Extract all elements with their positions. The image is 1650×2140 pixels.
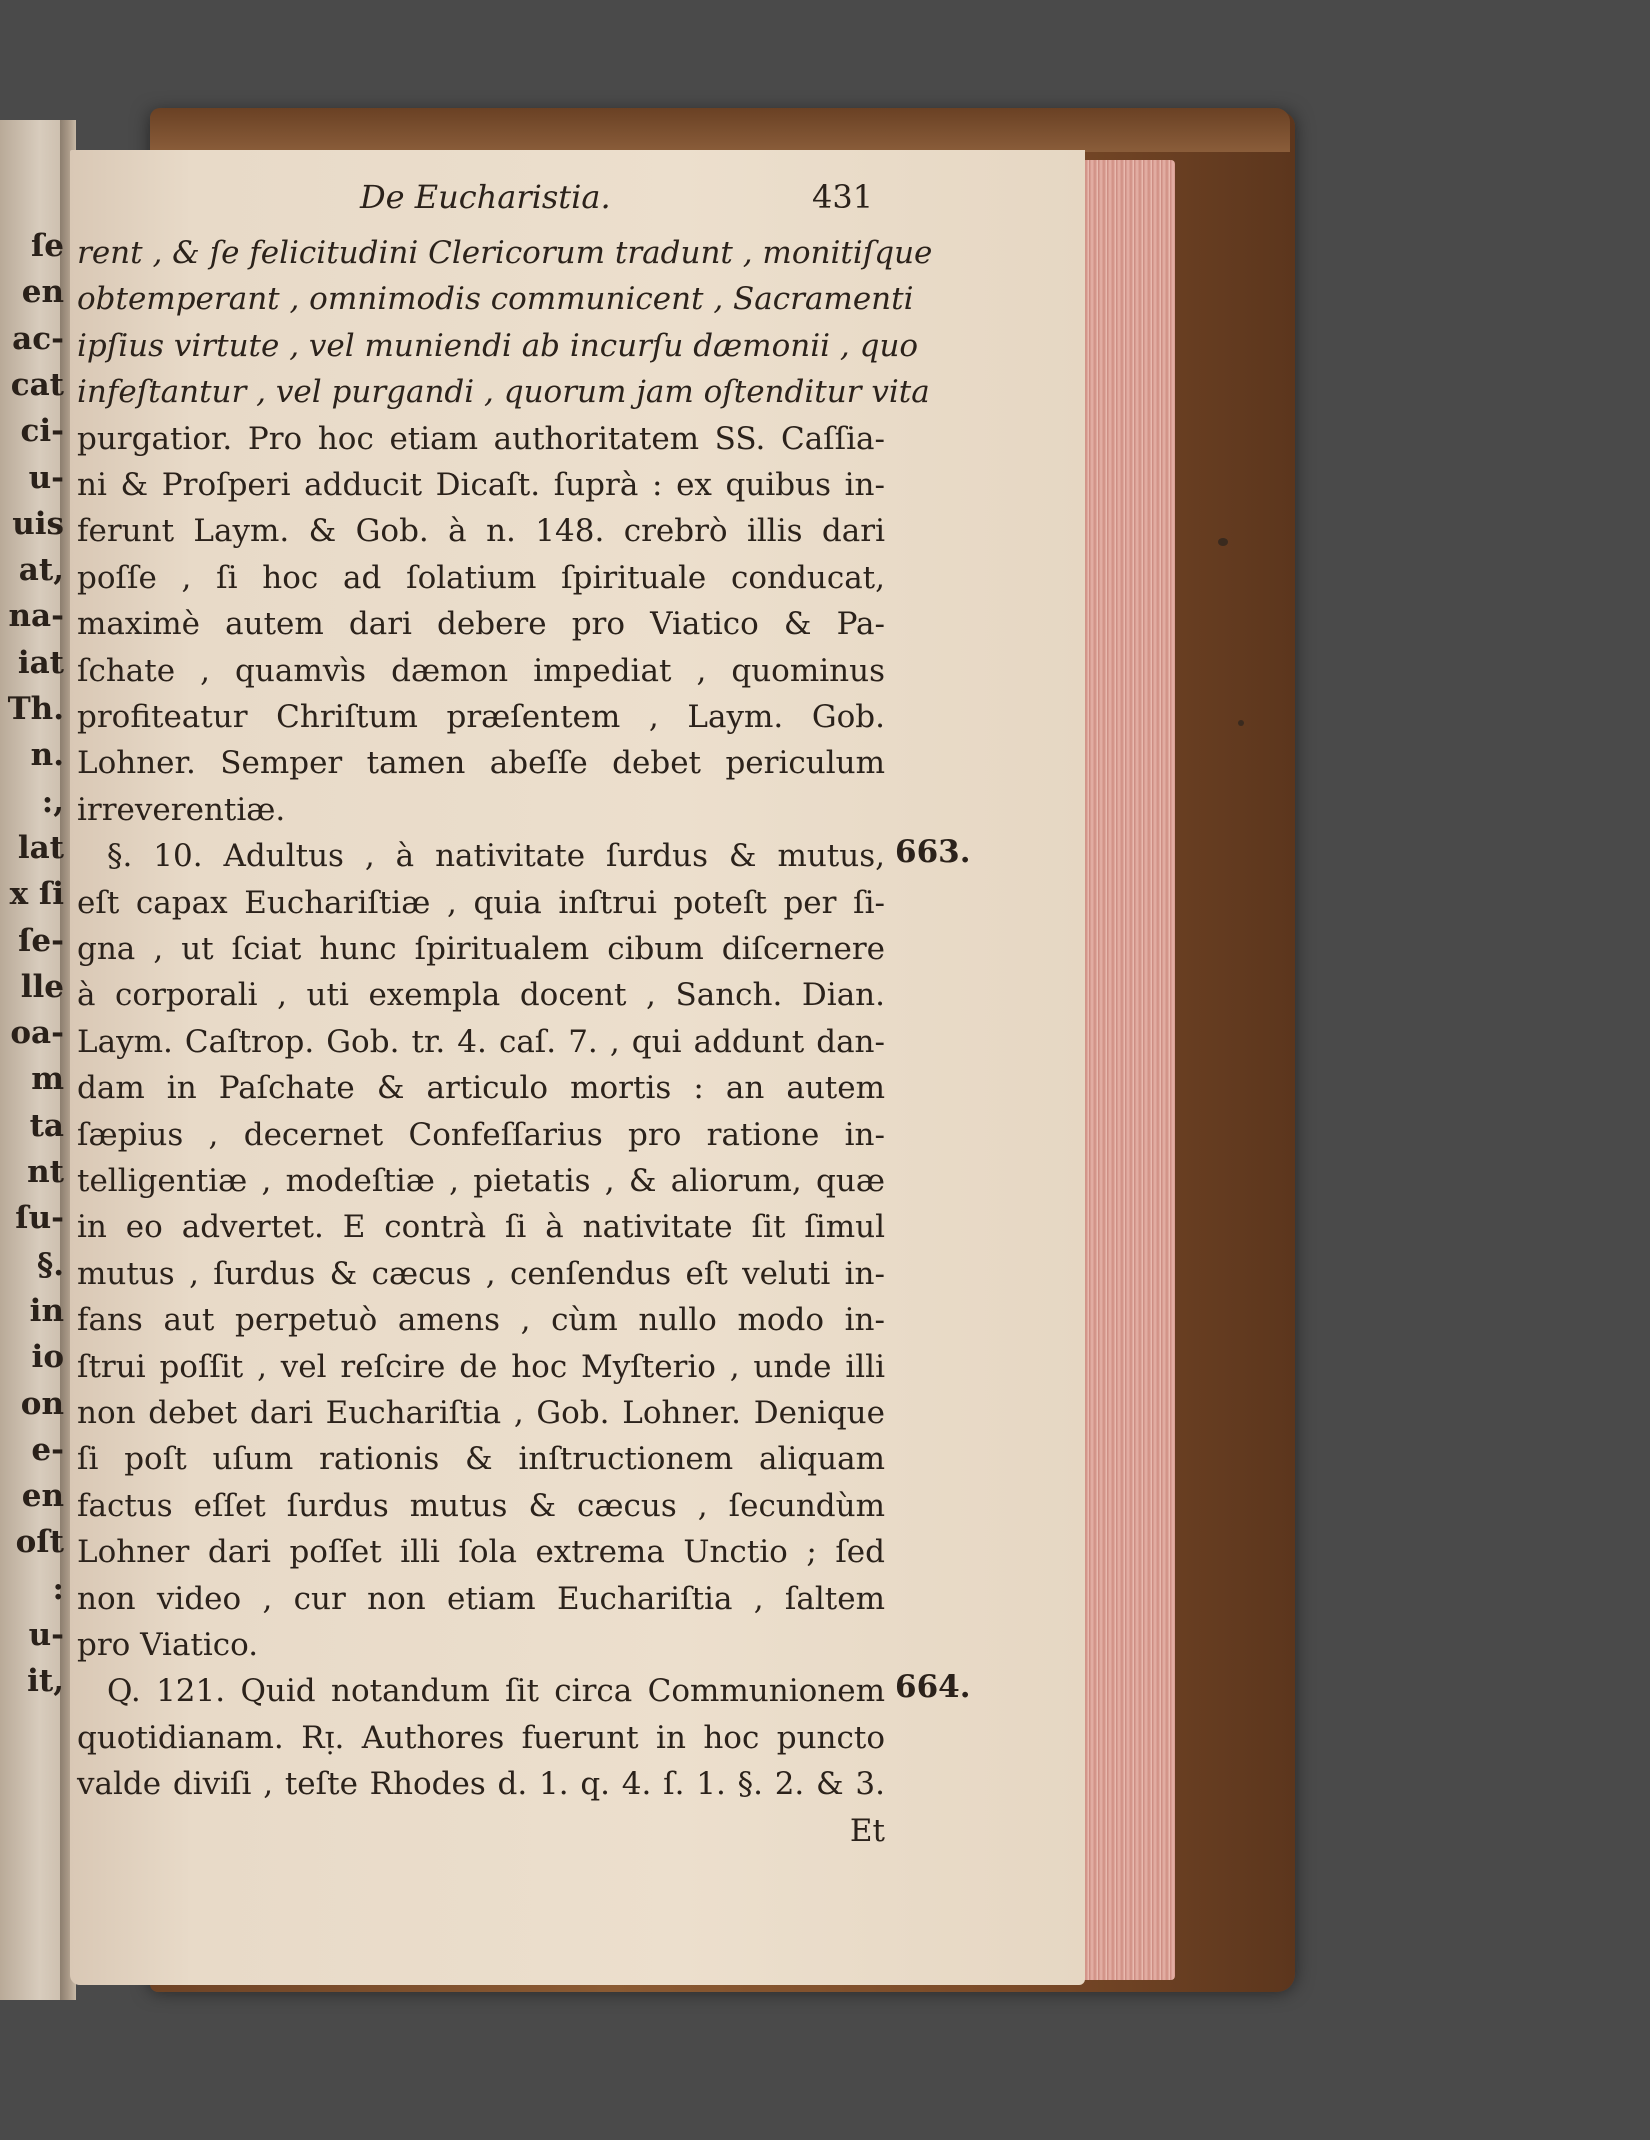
text-line: non debet dari Euchariſtia , Gob. Lohner. Denique	[77, 1395, 885, 1431]
left-page-fragment: io	[31, 1339, 64, 1376]
text-line: Lohner. Semper tamen abeſſe debet periculum	[77, 745, 885, 782]
text-line: in eo advertet. E contrà ſi à nativitate ſit ſimul	[77, 1209, 885, 1246]
left-page-fragment: en	[21, 274, 64, 311]
text-line: à corporali , uti exempla docent , Sanch. Dian.	[77, 977, 885, 1014]
text-line: obtemperant , omnimodis communicent , Sacramenti	[77, 281, 914, 318]
text-line: Et	[849, 1812, 885, 1849]
left-page-fragment: na-	[8, 598, 64, 635]
text-line: Q. 121. Quid notandum ſit circa Communionem	[107, 1673, 885, 1710]
text-line: eſt capax Euchariſtiæ , quia inſtrui poteſt per ſi-	[77, 884, 885, 921]
left-page-fragment: iat	[17, 644, 64, 681]
text-line: gna , ut ſciat hunc ſpiritualem cibum diſcernere	[77, 931, 885, 967]
left-page-fragment: §.	[36, 1246, 64, 1283]
left-page-fragment: oa-	[10, 1015, 64, 1052]
text-line: poſſe , ſi hoc ad ſolatium ſpirituale conducat,	[77, 559, 885, 596]
text-line: ferunt Laym. & Gob. à n. 148. crebrò illis dari	[77, 513, 885, 550]
text-line: ipſius virtute , vel muniendi ab incurſu dæmonii , quo	[77, 327, 919, 364]
text-line: ſchate , quamvìs dæmon impediat , quominus	[77, 652, 885, 689]
page-number: 431	[812, 178, 874, 216]
left-page-fragment: it,	[27, 1663, 64, 1700]
cover-speck	[1238, 720, 1244, 726]
left-page-fragment: at,	[18, 552, 64, 589]
left-page-fragment: on	[20, 1385, 64, 1422]
text-line: fans aut perpetuò amens , cùm nullo modo in-	[77, 1302, 885, 1339]
text-line: maximè autem dari debere pro Viatico & Pa-	[77, 606, 885, 643]
text-line: valde diviſi , teſte Rhodes d. 1. q. 4. ſ. 1. §. 2. & 3.	[77, 1766, 885, 1803]
text-line: Lohner dari poſſet illi ſola extrema Unctio ; ſed	[77, 1534, 885, 1571]
text-line: ſæpius , decernet Confeſſarius pro ratione in-	[77, 1116, 885, 1153]
left-page-fragment: ſe-	[18, 922, 64, 959]
left-page-fragment: n.	[30, 737, 64, 774]
text-line: infeſtantur , vel purgandi , quorum jam oſtenditur vita	[77, 374, 930, 411]
left-page-fragment: oſt	[15, 1524, 64, 1561]
left-page-fragment: uis	[12, 505, 64, 542]
running-head: De Eucharistia.	[360, 178, 611, 216]
left-page-fragment: m	[31, 1061, 64, 1098]
text-line: pro Viatico.	[77, 1627, 259, 1663]
left-page-fragment: x ſi	[9, 876, 64, 913]
left-page-fragment: en	[21, 1478, 64, 1515]
text-line: telligentiæ , modeſtiæ , pietatis , & aliorum, quæ	[77, 1163, 885, 1199]
left-page-fragment: ſu-	[15, 1200, 64, 1237]
left-page-fragment: u-	[28, 459, 64, 496]
left-page-fragment: nt	[27, 1154, 64, 1190]
text-line: ſtrui poſſit , vel reſcire de hoc Myſterio , unde illi	[77, 1348, 885, 1385]
left-page-fragment: ta	[29, 1107, 64, 1144]
left-page-fragment: in	[29, 1292, 64, 1329]
left-page-fragment: :,	[41, 783, 64, 820]
text-line: irreverentiæ.	[77, 791, 286, 828]
left-page-fragment: u-	[28, 1617, 64, 1653]
text-line: mutus , ſurdus & cæcus , cenſendus eſt veluti in-	[77, 1255, 885, 1292]
text-line: rent , & ſe felicitudini Clericorum tradunt , monitiſque	[77, 235, 933, 271]
text-line: dam in Paſchate & articulo mortis : an autem	[77, 1070, 885, 1107]
left-page-fragment: ac-	[12, 320, 64, 357]
text-line: non video , cur non etiam Euchariſtia , ſaltem	[77, 1580, 885, 1617]
text-line: factus eſſet ſurdus mutus & cæcus , ſecundùm	[77, 1487, 885, 1524]
left-page-fragment: ſe	[30, 228, 64, 264]
left-page-fragment: lle	[20, 968, 64, 1005]
text-line: purgatior. Pro hoc etiam authoritatem SS. Caſſia-	[77, 420, 885, 457]
text-line: Laym. Caſtrop. Gob. tr. 4. caſ. 7. , qui addunt dan-	[77, 1023, 885, 1060]
text-line: ſi poſt uſum rationis & inſtructionem aliquam	[77, 1441, 885, 1478]
left-page-fragment: :	[52, 1570, 64, 1607]
text-line: §. 10. Adultus , à nativitate ſurdus & mutus,	[107, 838, 885, 875]
left-page-fragment: Th.	[7, 691, 64, 727]
text-line: profiteatur Chriſtum præſentem , Laym. Gob.	[77, 699, 885, 735]
left-page-fragment: ci-	[20, 413, 64, 450]
red-page-edges	[1080, 160, 1175, 1980]
margin-number-663: 663.	[895, 834, 971, 871]
text-line: quotidianam. Rᴉ. Authores fuerunt in hoc puncto	[77, 1719, 885, 1756]
left-page-fragment: lat	[17, 829, 64, 866]
margin-number-664: 664.	[895, 1669, 971, 1706]
left-page-fragment: cat	[10, 366, 64, 403]
cover-speck	[1218, 538, 1228, 546]
cover-top-edge	[150, 108, 1290, 152]
left-page-fragment: e-	[31, 1431, 64, 1468]
text-line: ni & Proſperi adducit Dicaſt. ſuprà : ex quibus in-	[77, 467, 885, 503]
